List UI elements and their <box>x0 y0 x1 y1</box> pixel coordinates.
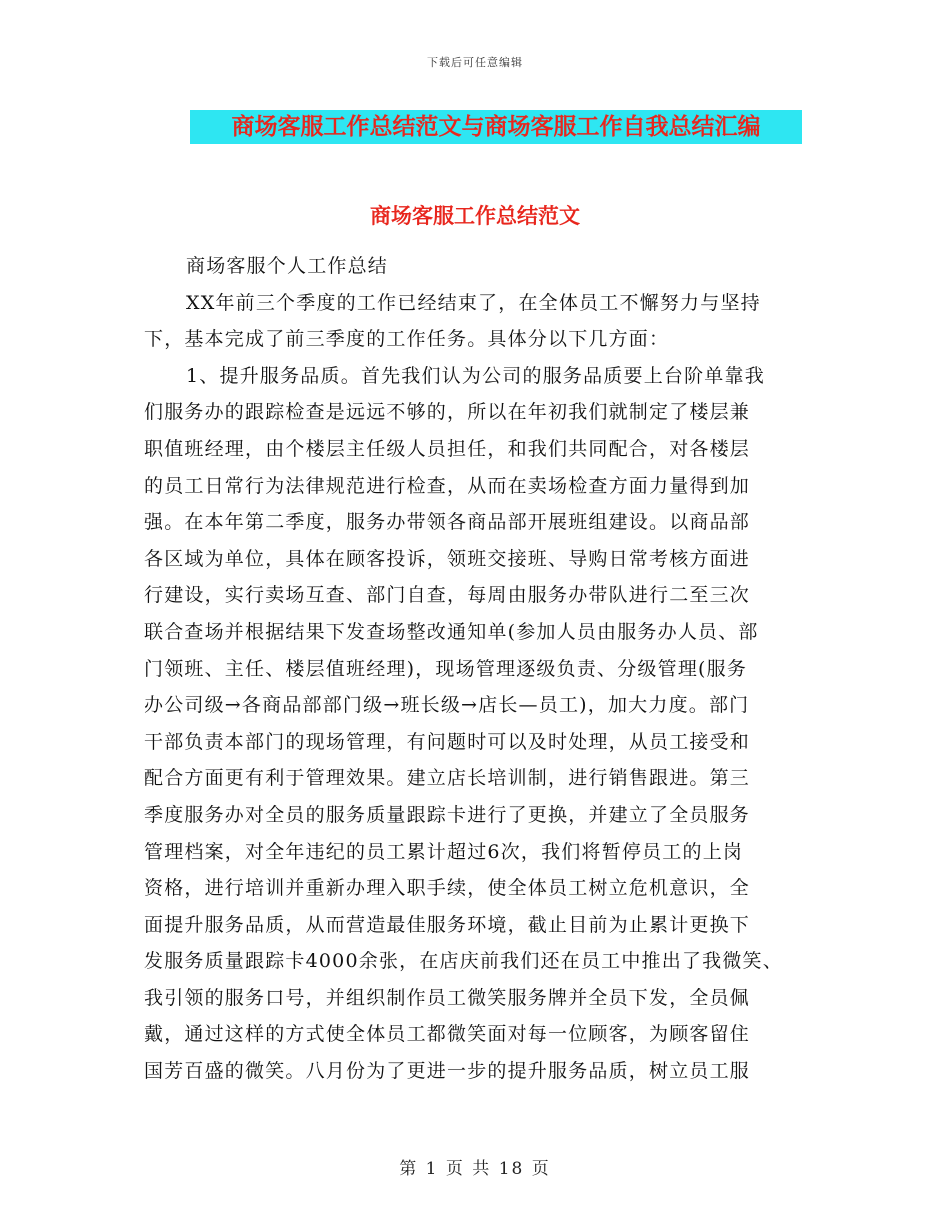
body-line: 职值班经理，由个楼层主任级人员担任，和我们共同配合，对各楼层 <box>144 437 751 460</box>
page-footer: 第 1 页 共 18 页 <box>399 1159 551 1179</box>
body-line: 干部负责本部门的现场管理，有问题时可以及时处理，从员工接受和 <box>144 730 751 753</box>
section-title: 商场客服工作总结范文 <box>370 203 580 228</box>
body-line: 资格，进行培训并重新办理入职手续，使全体员工树立危机意识，全 <box>144 877 751 900</box>
body-line: 门领班、主任、楼层值班经理)，现场管理逐级负责、分级管理(服务 <box>144 657 748 680</box>
body-line: 我引领的服务口号，并组织制作员工微笑服务牌并全员下发，全员佩 <box>144 986 751 1009</box>
body-line: 面提升服务品质，从而营造最佳服务环境，截止目前为止累计更换下 <box>144 913 751 936</box>
body-line: 办公司级→各商品部部门级→班长级→店长—员工)，加大力度。部门 <box>144 694 750 717</box>
body-line: 行建设，实行卖场互查、部门自查，每周由服务办带队进行二至三次 <box>144 584 751 607</box>
body-line: XX年前三个季度的工作已经结束了，在全体员工不懈努力与坚持 <box>186 291 761 314</box>
body-line: 下，基本完成了前三季度的工作任务。具体分以下几方面： <box>144 328 670 351</box>
body-line: 强。在本年第二季度，服务办带领各商品部开展班组建设。以商品部 <box>144 511 751 534</box>
document-title-highlight <box>190 110 802 144</box>
body-line: 的员工日常行为法律规范进行检查，从而在卖场检查方面力量得到加 <box>144 474 751 497</box>
body-line: 联合查场并根据结果下发查场整改通知单(参加人员由服务办人员、部 <box>144 620 759 643</box>
body-line: 们服务办的跟踪检查是远远不够的，所以在年初我们就制定了楼层兼 <box>144 401 751 424</box>
body-line: 各区域为单位，具体在顾客投诉，领班交接班、导购日常考核方面进 <box>144 547 751 570</box>
body-line: 国芳百盛的微笑。八月份为了更进一步的提升服务品质，树立员工服 <box>144 1060 751 1083</box>
body-text <box>144 248 808 1090</box>
header-note: 下载后可任意编辑 <box>427 56 523 69</box>
body-line: 发服务质量跟踪卡4000余张，在店庆前我们还在员工中推出了我微笑、 <box>144 950 783 973</box>
body-line: 戴，通过这样的方式使全体员工都微笑面对每一位顾客，为顾客留住 <box>144 1023 751 1046</box>
body-line: 1、提升服务品质。首先我们认为公司的服务品质要上台阶单靠我 <box>186 364 765 387</box>
body-line: 季度服务办对全员的服务质量跟踪卡进行了更换，并建立了全员服务 <box>144 803 751 826</box>
body-line: 配合方面更有利于管理效果。建立店长培训制，进行销售跟进。第三 <box>144 767 751 790</box>
paragraph-subtitle: 商场客服个人工作总结 <box>186 255 389 277</box>
document-title: 商场客服工作总结范文与商场客服工作自我总结汇编 <box>231 113 761 140</box>
body-line: 管理档案，对全年违纪的员工累计超过6次，我们将暂停员工的上岗 <box>144 840 744 863</box>
